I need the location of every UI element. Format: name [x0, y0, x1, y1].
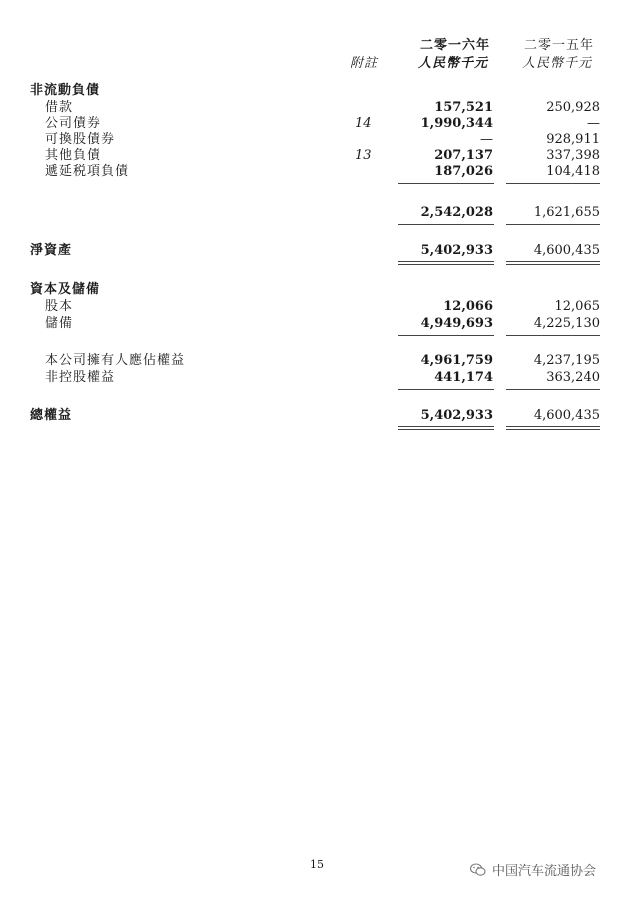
total-equity-label: 總權益: [30, 408, 73, 423]
equity-owners-value-2016: 4,961,759: [420, 353, 493, 368]
rule-double: [398, 261, 494, 262]
rule-double: [506, 264, 600, 265]
row-value-2015: 12,065: [554, 299, 600, 314]
net-assets-row: [0, 243, 635, 259]
equity-owners-row: [0, 353, 635, 369]
rule-double: [506, 261, 600, 262]
equity-owners-label: 本公司擁有人應佔權益: [45, 353, 186, 368]
noncontrolling-value-2015: 363,240: [546, 370, 600, 385]
rule-single: [398, 335, 494, 336]
total-equity-row: [0, 408, 635, 424]
header-year-2015: 二零一五年: [524, 38, 595, 53]
header-year-2016: 二零一六年: [420, 38, 491, 53]
table-row: [0, 164, 635, 180]
noncontrolling-row: [0, 370, 635, 386]
row-note: 13: [355, 148, 372, 163]
row-label: 可換股債券: [45, 132, 116, 147]
rule-single: [506, 389, 600, 390]
rule-single: [506, 224, 600, 225]
row-value-2015: —: [587, 116, 600, 131]
row-value-2015: 928,911: [546, 132, 600, 147]
row-value-2016: 1,990,344: [420, 116, 493, 131]
subtotal-value-2016: 2,542,028: [420, 205, 493, 220]
equity-owners-value-2015: 4,237,195: [533, 353, 600, 368]
section-title-capital-reserves: 資本及儲備: [30, 282, 101, 297]
table-row: [0, 148, 635, 164]
row-value-2016: 4,949,693: [420, 316, 493, 331]
rule-double: [506, 426, 600, 427]
row-value-2015: 337,398: [546, 148, 600, 163]
total-equity-value-2016: 5,402,933: [420, 408, 493, 423]
row-label: 股本: [45, 299, 74, 314]
rule-single: [398, 183, 494, 184]
net-assets-value-2016: 5,402,933: [420, 243, 493, 258]
subtotal-row-noncurrent-liabilities: [0, 205, 635, 221]
table-row: [0, 100, 635, 116]
row-value-2015: 104,418: [546, 164, 600, 179]
net-assets-label: 淨資產: [30, 243, 73, 258]
watermark-text: 中国汽车流通协会: [492, 864, 597, 879]
row-value-2015: 250,928: [546, 100, 600, 115]
row-value-2016: 12,066: [443, 299, 493, 314]
row-note: 14: [355, 116, 372, 131]
header-currency-2016: 人民幣千元: [418, 56, 489, 71]
table-row: [0, 132, 635, 148]
wechat-icon: [470, 863, 486, 877]
row-value-2016: —: [480, 132, 493, 147]
rule-single: [398, 224, 494, 225]
rule-double: [506, 429, 600, 430]
noncontrolling-value-2016: 441,174: [434, 370, 493, 385]
table-row: [0, 116, 635, 132]
rule-double: [398, 429, 494, 430]
header-currency-2015: 人民幣千元: [522, 56, 593, 71]
subtotal-value-2015: 1,621,655: [533, 205, 600, 220]
row-value-2016: 187,026: [434, 164, 493, 179]
row-value-2015: 4,225,130: [533, 316, 600, 331]
rule-single: [506, 335, 600, 336]
rule-single: [506, 183, 600, 184]
page-number: 15: [310, 858, 324, 871]
row-label: 公司債券: [45, 116, 102, 131]
table-row: [0, 299, 635, 315]
table-row: [0, 316, 635, 332]
net-assets-value-2015: 4,600,435: [533, 243, 600, 258]
watermark: [470, 860, 596, 879]
noncontrolling-label: 非控股權益: [45, 370, 116, 385]
row-label: 借款: [45, 100, 74, 115]
section-title-noncurrent-liabilities: 非流動負債: [30, 83, 101, 98]
total-equity-value-2015: 4,600,435: [533, 408, 600, 423]
rule-double: [398, 426, 494, 427]
row-label: 儲備: [45, 316, 74, 331]
row-value-2016: 207,137: [434, 148, 493, 163]
rule-single: [398, 389, 494, 390]
rule-double: [398, 264, 494, 265]
row-label: 其他負債: [45, 148, 102, 163]
row-value-2016: 157,521: [434, 100, 493, 115]
header-note-label: 附註: [350, 56, 379, 71]
row-label: 遞延税項負債: [45, 164, 130, 179]
